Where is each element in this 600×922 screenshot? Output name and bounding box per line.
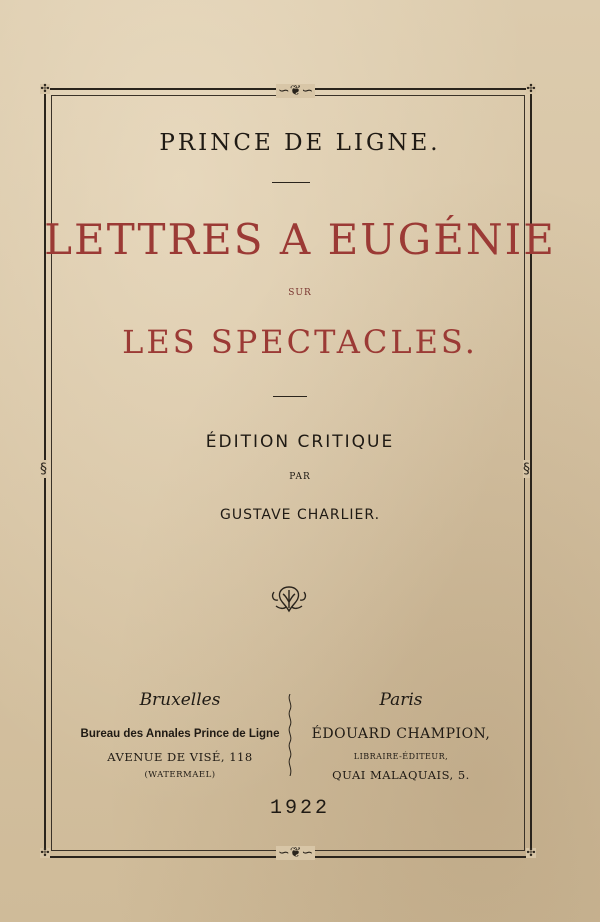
scroll-ornament-icon: ∽❦∽ <box>278 83 314 99</box>
publisher-address: AVENUE DE VISÉ, 118 <box>107 750 253 764</box>
scroll-ornament-icon: ∽❦∽ <box>278 845 314 861</box>
edition-label: ÉDITION CRITIQUE <box>205 432 395 452</box>
corner-ornament-icon: ✣ <box>526 82 536 95</box>
corner-ornament-icon: ✣ <box>40 82 50 95</box>
author-heading: PRINCE DE LIGNE. <box>159 130 441 156</box>
scroll-ornament-icon: § <box>523 461 530 477</box>
publisher-name: ÉDOUARD CHAMPION, <box>311 726 491 742</box>
city-brussels: Bruxelles <box>139 690 221 710</box>
corner-ornament-icon: ✣ <box>40 846 50 859</box>
publisher-paris <box>296 0 506 922</box>
divider-ornament <box>287 694 293 776</box>
publisher-brussels <box>78 0 282 922</box>
editor-name: GUSTAVE CHARLIER. <box>219 507 381 523</box>
publication-year: 1922 <box>269 797 330 820</box>
publisher-name: Bureau des Annales Prince de Ligne <box>80 728 280 740</box>
publisher-address: QUAI MALAQUAIS, 5. <box>332 768 470 782</box>
corner-ornament-icon: ✣ <box>526 846 536 859</box>
publisher-locality: (WATERMAEL) <box>144 770 216 780</box>
city-paris: Paris <box>379 690 423 710</box>
publisher-role: LIBRAIRE-ÉDITEUR, <box>353 752 449 761</box>
book-title: LETTRES A EUGÉNIE <box>44 215 556 264</box>
book-subtitle: LES SPECTACLES. <box>122 323 478 361</box>
par-label: PAR <box>289 472 311 482</box>
scroll-ornament-icon: § <box>40 461 47 477</box>
title-connector: SUR <box>288 288 312 298</box>
